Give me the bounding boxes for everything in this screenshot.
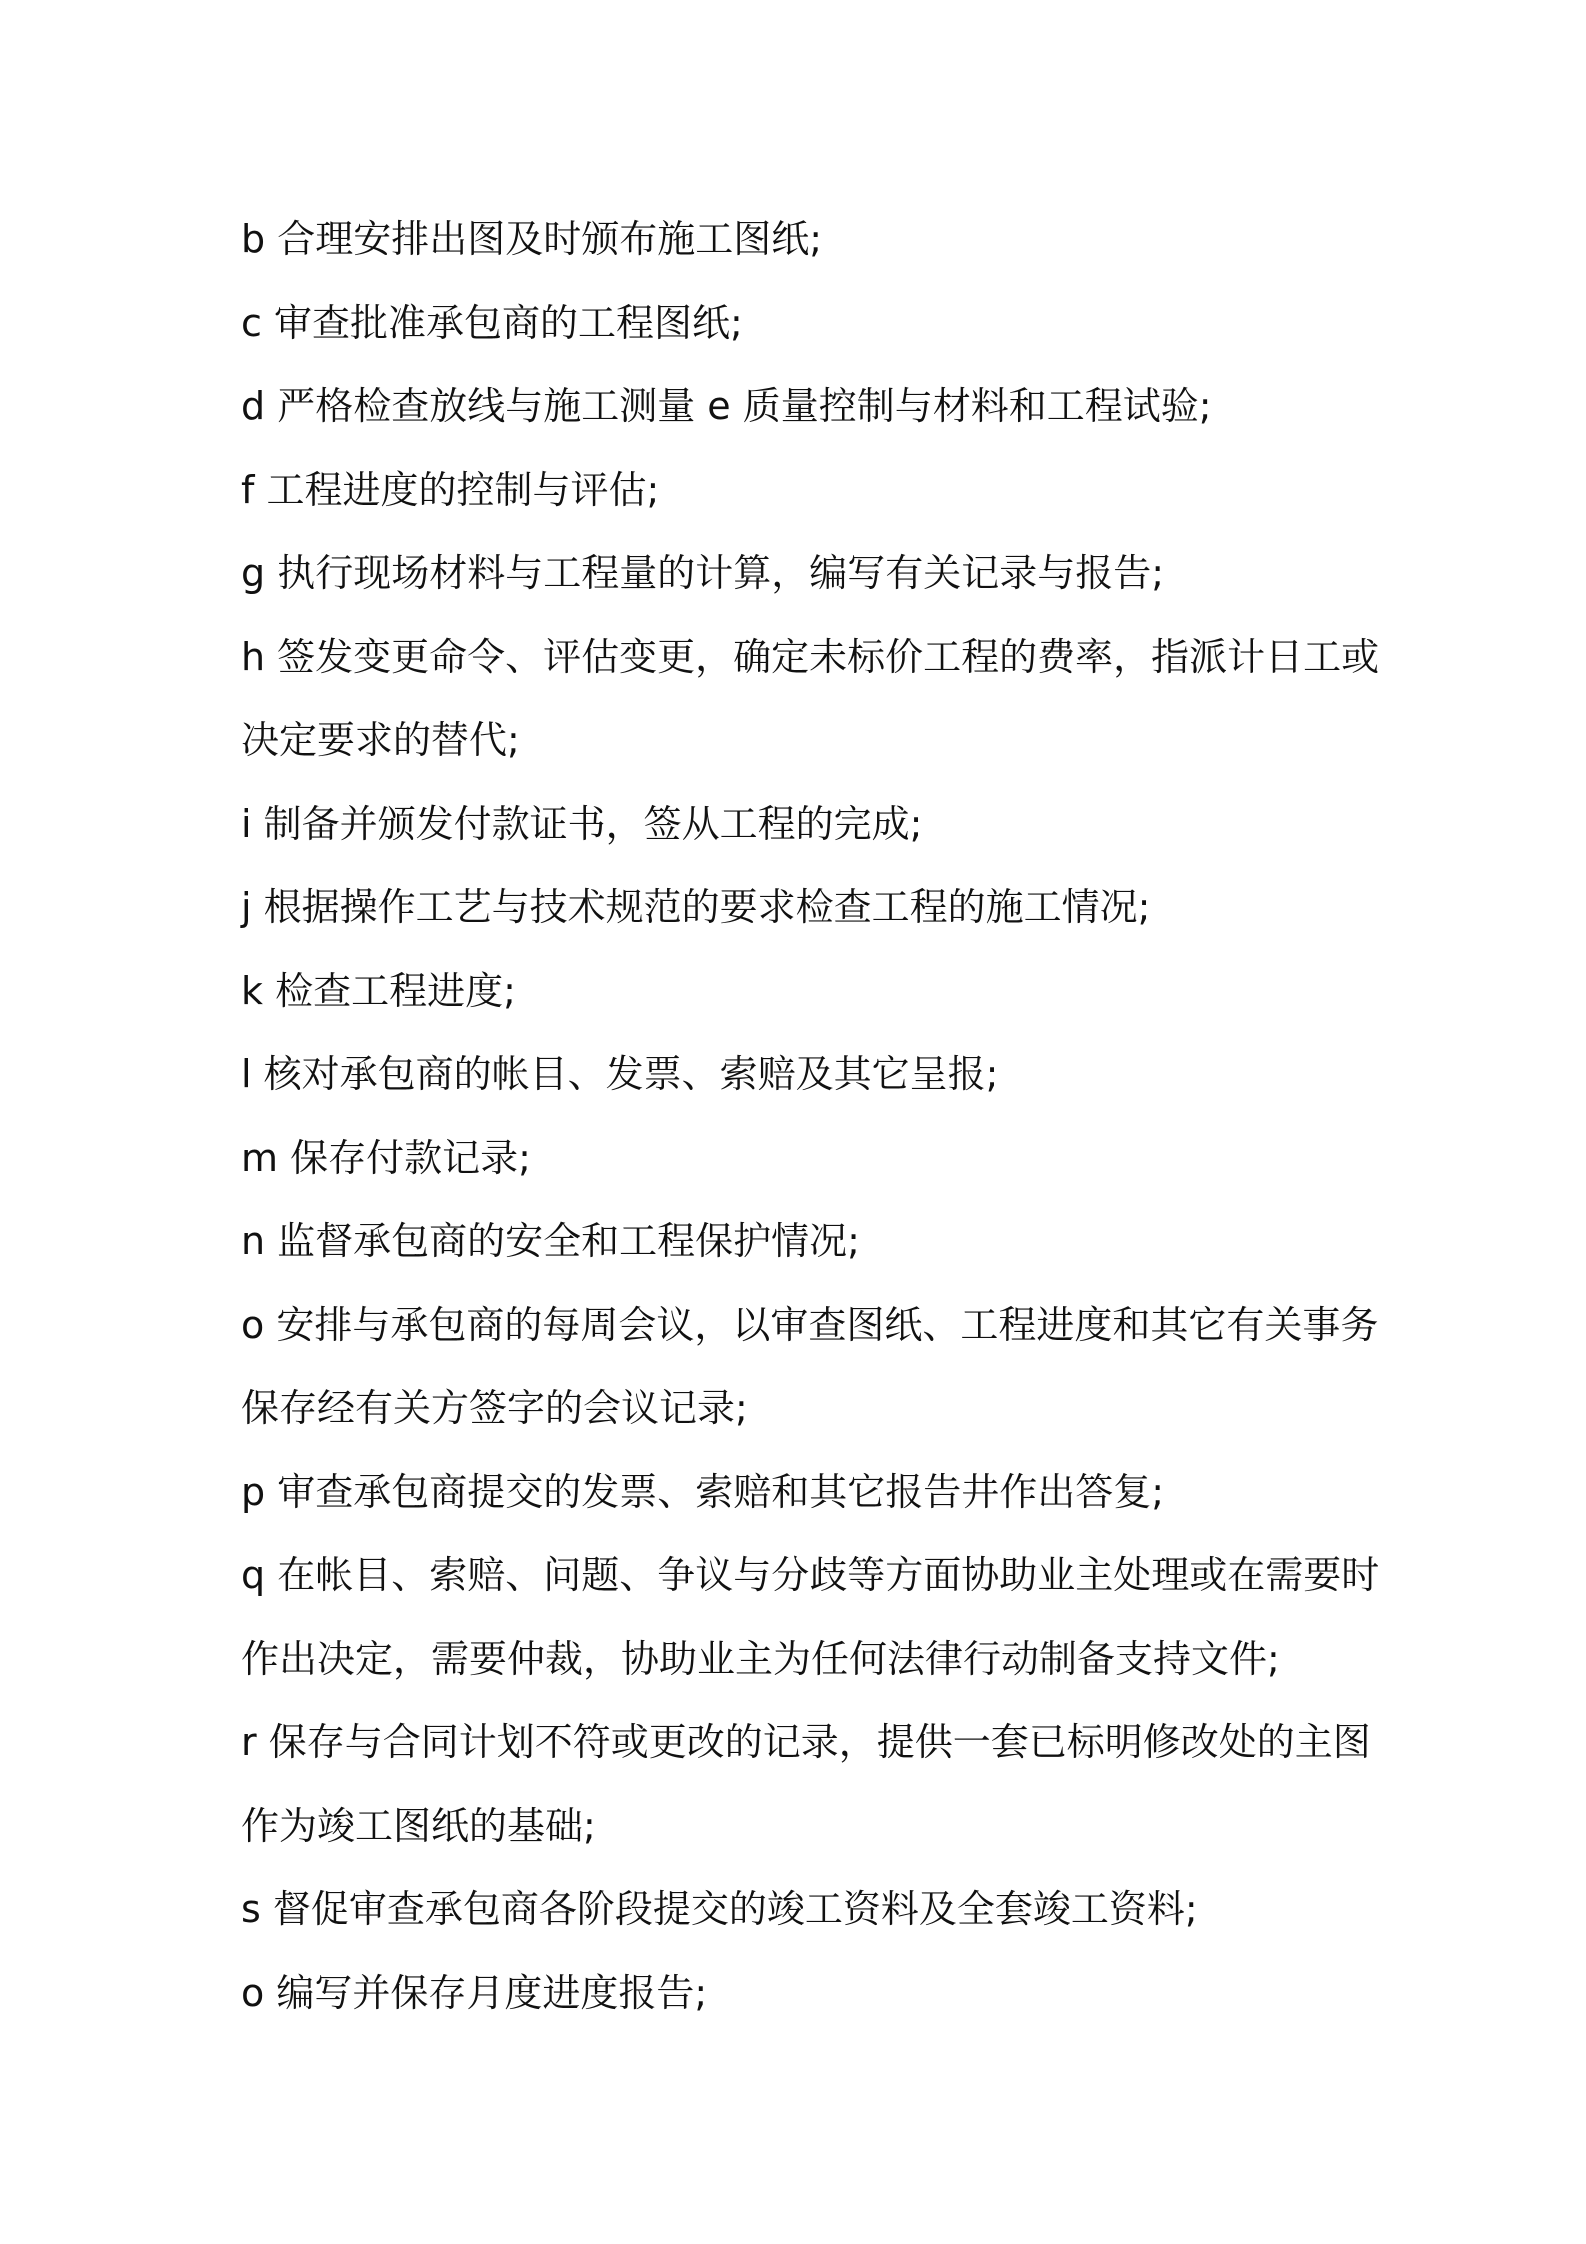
text-line: j 根据操作工艺与技术规范的要求检查工程的施工情况; bbox=[241, 885, 1151, 929]
text-line: b 合理安排出图及时颁布施工图纸; bbox=[241, 217, 823, 261]
text-line: f 工程进度的控制与评估; bbox=[241, 467, 660, 512]
text-line: i 制备并颁发付款证书，签从工程的完成; bbox=[241, 801, 923, 846]
text-line: s 督促审查承包商各阶段提交的竣工资料及全套竣工资料; bbox=[241, 1887, 1198, 1931]
text-line: q 在帐目、索赔、问题、争议与分歧等方面协助业主处理或在需要时 bbox=[241, 1553, 1380, 1597]
text-line: n 监督承包商的安全和工程保护情况; bbox=[241, 1219, 860, 1263]
text-line: d 严格检查放线与施工测量 e 质量控制与材料和工程试验; bbox=[241, 384, 1212, 428]
text-line: l 核对承包商的帐目、发票、索赔及其它呈报; bbox=[241, 1052, 999, 1096]
text-line: k 检查工程进度; bbox=[241, 968, 516, 1013]
text-line: p 审查承包商提交的发票、索赔和其它报告井作出答复; bbox=[241, 1469, 1165, 1514]
text-line: 作为竣工图纸的基础; bbox=[241, 1803, 596, 1848]
document-body bbox=[241, 198, 1380, 2035]
text-line: c 审查批准承包商的工程图纸; bbox=[241, 300, 743, 345]
text-line: m 保存付款记录; bbox=[241, 1135, 531, 1180]
text-line: o 安排与承包商的每周会议，以审查图纸、工程进度和其它有关事务 bbox=[241, 1302, 1379, 1347]
text-line: 保存经有关方签字的会议记录; bbox=[241, 1386, 748, 1430]
text-line: 决定要求的替代; bbox=[241, 718, 520, 762]
text-line: r 保存与合同计划不符或更改的记录，提供一套已标明修改处的主图 bbox=[241, 1720, 1371, 1764]
text-line: g 执行现场材料与工程量的计算，编写有关记录与报告; bbox=[241, 551, 1165, 595]
text-line: h 签发变更命令、评估变更，确定未标价工程的费率，指派计日工或 bbox=[241, 634, 1380, 679]
text-line: 作出决定，需要仲裁，协助业主为任何法律行动制备支持文件; bbox=[241, 1636, 1280, 1681]
text-line: o 编写并保存月度进度报告; bbox=[241, 1970, 708, 2015]
